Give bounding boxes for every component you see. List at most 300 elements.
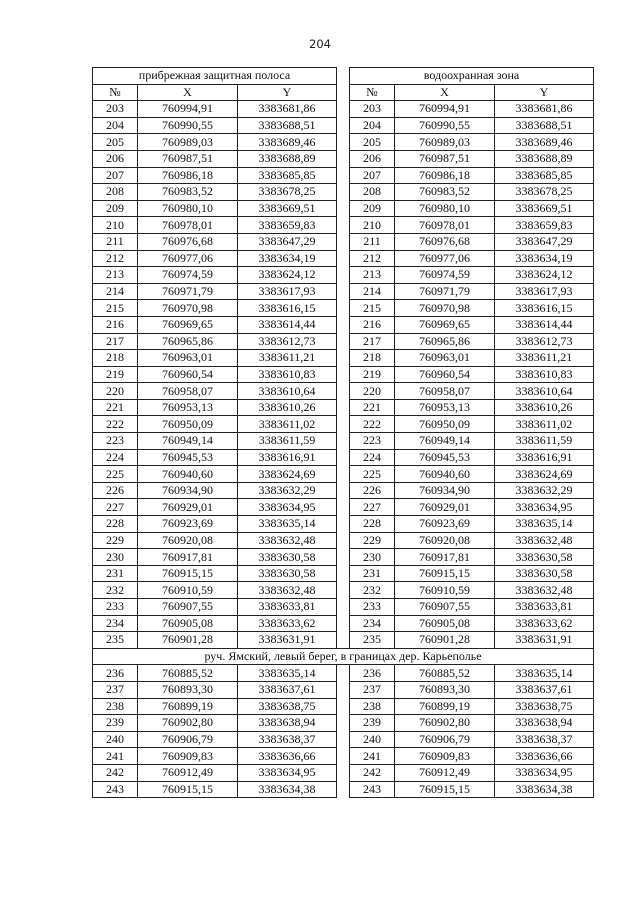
- column-gap: [337, 101, 350, 118]
- right-num-cell: 207: [350, 167, 395, 184]
- left-x-cell: 760949,14: [138, 433, 238, 450]
- right-num-header: №: [350, 84, 395, 101]
- left-num-cell: 219: [93, 366, 138, 383]
- right-num-cell: 204: [350, 117, 395, 134]
- column-gap: [337, 84, 350, 101]
- right-y-cell: 3383634,38: [495, 781, 594, 798]
- column-gap: [337, 582, 350, 599]
- left-y-cell: 3383688,89: [238, 150, 337, 167]
- right-num-cell: 206: [350, 150, 395, 167]
- column-gap: [337, 283, 350, 300]
- left-x-cell: 760989,03: [138, 134, 238, 151]
- right-num-cell: 203: [350, 101, 395, 118]
- right-num-cell: 229: [350, 532, 395, 549]
- right-x-cell: 760893,30: [395, 681, 495, 698]
- column-gap: [337, 350, 350, 367]
- column-gap: [337, 316, 350, 333]
- left-num-cell: 205: [93, 134, 138, 151]
- left-x-cell: 760912,49: [138, 764, 238, 781]
- right-x-cell: 760990,55: [395, 117, 495, 134]
- right-num-cell: 226: [350, 482, 395, 499]
- right-x-cell: 760986,18: [395, 167, 495, 184]
- right-num-cell: 243: [350, 781, 395, 798]
- table-row: [93, 565, 594, 582]
- left-y-cell: 3383634,95: [238, 499, 337, 516]
- left-x-cell: 760978,01: [138, 217, 238, 234]
- left-num-cell: 213: [93, 267, 138, 284]
- table-row: [93, 549, 594, 566]
- table-row: [93, 184, 594, 201]
- column-gap: [337, 250, 350, 267]
- right-y-cell: 3383631,91: [495, 632, 594, 649]
- right-num-cell: 240: [350, 731, 395, 748]
- right-y-cell: 3383688,89: [495, 150, 594, 167]
- right-y-cell: 3383685,85: [495, 167, 594, 184]
- table-row: [93, 350, 594, 367]
- right-y-cell: 3383624,12: [495, 267, 594, 284]
- right-x-cell: 760920,08: [395, 532, 495, 549]
- left-y-cell: 3383633,81: [238, 599, 337, 616]
- left-x-cell: 760923,69: [138, 516, 238, 533]
- right-num-cell: 242: [350, 764, 395, 781]
- left-x-cell: 760906,79: [138, 731, 238, 748]
- table-row: [93, 532, 594, 549]
- left-y-cell: 3383624,12: [238, 267, 337, 284]
- right-y-cell: 3383610,83: [495, 366, 594, 383]
- right-y-cell: 3383610,26: [495, 399, 594, 416]
- left-num-cell: 233: [93, 599, 138, 616]
- section-title-row: [93, 648, 594, 665]
- column-gap: [337, 68, 350, 85]
- right-num-cell: 224: [350, 449, 395, 466]
- right-num-cell: 219: [350, 366, 395, 383]
- left-x-cell: 760994,91: [138, 101, 238, 118]
- left-x-cell: 760902,80: [138, 715, 238, 732]
- table-row: [93, 516, 594, 533]
- right-num-cell: 237: [350, 681, 395, 698]
- left-num-cell: 206: [93, 150, 138, 167]
- table-row: [93, 333, 594, 350]
- right-y-cell: 3383669,51: [495, 200, 594, 217]
- right-x-cell: 760971,79: [395, 283, 495, 300]
- right-num-cell: 223: [350, 433, 395, 450]
- column-gap: [337, 267, 350, 284]
- left-num-cell: 217: [93, 333, 138, 350]
- left-y-cell: 3383630,58: [238, 565, 337, 582]
- left-x-cell: 760987,51: [138, 150, 238, 167]
- left-y-cell: 3383689,46: [238, 134, 337, 151]
- left-y-cell: 3383688,51: [238, 117, 337, 134]
- right-y-cell: 3383611,02: [495, 416, 594, 433]
- left-num-cell: 216: [93, 316, 138, 333]
- left-y-cell: 3383624,69: [238, 466, 337, 483]
- left-y-cell: 3383632,29: [238, 482, 337, 499]
- column-gap: [337, 366, 350, 383]
- right-y-cell: 3383633,81: [495, 599, 594, 616]
- left-x-cell: 760910,59: [138, 582, 238, 599]
- left-y-cell: 3383611,21: [238, 350, 337, 367]
- left-y-cell: 3383632,48: [238, 532, 337, 549]
- left-x-cell: 760986,18: [138, 167, 238, 184]
- column-gap: [337, 482, 350, 499]
- left-x-cell: 760958,07: [138, 383, 238, 400]
- column-gap: [337, 399, 350, 416]
- right-y-cell: 3383630,58: [495, 565, 594, 582]
- right-x-cell: 760950,09: [395, 416, 495, 433]
- table-row: [93, 101, 594, 118]
- table-row: [93, 399, 594, 416]
- left-x-cell: 760885,52: [138, 665, 238, 682]
- left-y-cell: 3383669,51: [238, 200, 337, 217]
- right-x-cell: 760978,01: [395, 217, 495, 234]
- right-x-cell: 760994,91: [395, 101, 495, 118]
- left-num-cell: 212: [93, 250, 138, 267]
- table-row: [93, 698, 594, 715]
- right-x-cell: 760906,79: [395, 731, 495, 748]
- column-gap: [337, 681, 350, 698]
- left-y-cell: 3383617,93: [238, 283, 337, 300]
- right-num-cell: 236: [350, 665, 395, 682]
- table-row: [93, 200, 594, 217]
- table-row: [93, 316, 594, 333]
- right-num-cell: 218: [350, 350, 395, 367]
- left-num-cell: 226: [93, 482, 138, 499]
- right-num-cell: 225: [350, 466, 395, 483]
- table-row: [93, 167, 594, 184]
- left-y-cell: 3383611,02: [238, 416, 337, 433]
- left-num-cell: 241: [93, 748, 138, 765]
- right-y-cell: 3383610,64: [495, 383, 594, 400]
- column-gap: [337, 134, 350, 151]
- right-y-cell: 3383611,59: [495, 433, 594, 450]
- right-x-cell: 760917,81: [395, 549, 495, 566]
- table-row: [93, 582, 594, 599]
- left-num-cell: 220: [93, 383, 138, 400]
- left-x-cell: 760950,09: [138, 416, 238, 433]
- table-row: [93, 781, 594, 798]
- table-row: [93, 233, 594, 250]
- left-x-cell: 760980,10: [138, 200, 238, 217]
- left-num-cell: 236: [93, 665, 138, 682]
- right-x-cell: 760902,80: [395, 715, 495, 732]
- right-y-cell: 3383632,29: [495, 482, 594, 499]
- table-row: [93, 217, 594, 234]
- column-gap: [337, 117, 350, 134]
- right-x-cell: 760907,55: [395, 599, 495, 616]
- table-row: [93, 731, 594, 748]
- right-x-cell: 760945,53: [395, 449, 495, 466]
- left-y-cell: 3383638,94: [238, 715, 337, 732]
- left-num-cell: 242: [93, 764, 138, 781]
- left-num-cell: 210: [93, 217, 138, 234]
- column-gap: [337, 184, 350, 201]
- table-row: [93, 416, 594, 433]
- left-y-cell: 3383616,91: [238, 449, 337, 466]
- right-y-cell: 3383634,19: [495, 250, 594, 267]
- right-y-cell: 3383638,37: [495, 731, 594, 748]
- left-num-cell: 223: [93, 433, 138, 450]
- left-y-cell: 3383638,37: [238, 731, 337, 748]
- table-row: [93, 599, 594, 616]
- left-x-cell: 760940,60: [138, 466, 238, 483]
- column-gap: [337, 764, 350, 781]
- left-num-cell: 203: [93, 101, 138, 118]
- left-x-cell: 760974,59: [138, 267, 238, 284]
- left-y-cell: 3383632,48: [238, 582, 337, 599]
- left-num-cell: 243: [93, 781, 138, 798]
- left-y-header: Y: [238, 84, 337, 101]
- table-row: [93, 466, 594, 483]
- left-x-cell: 760901,28: [138, 632, 238, 649]
- page-number: 204: [309, 37, 331, 51]
- column-gap: [337, 167, 350, 184]
- left-y-cell: 3383681,86: [238, 101, 337, 118]
- right-x-cell: 760909,83: [395, 748, 495, 765]
- left-num-cell: 208: [93, 184, 138, 201]
- right-y-cell: 3383633,62: [495, 615, 594, 632]
- right-num-cell: 232: [350, 582, 395, 599]
- table-row: [93, 748, 594, 765]
- right-group-header: водоохранная зона: [350, 68, 594, 85]
- right-y-header: Y: [495, 84, 594, 101]
- left-num-cell: 211: [93, 233, 138, 250]
- left-num-cell: 234: [93, 615, 138, 632]
- left-num-cell: 221: [93, 399, 138, 416]
- table-row: [93, 150, 594, 167]
- coordinates-table: [92, 67, 594, 798]
- table-row: [93, 283, 594, 300]
- table-row: [93, 632, 594, 649]
- table-row: [93, 134, 594, 151]
- left-y-cell: 3383637,61: [238, 681, 337, 698]
- right-y-cell: 3383617,93: [495, 283, 594, 300]
- right-num-cell: 239: [350, 715, 395, 732]
- left-num-cell: 222: [93, 416, 138, 433]
- column-gap: [337, 233, 350, 250]
- right-y-cell: 3383647,29: [495, 233, 594, 250]
- left-y-cell: 3383611,59: [238, 433, 337, 450]
- right-x-cell: 760934,90: [395, 482, 495, 499]
- right-y-cell: 3383638,75: [495, 698, 594, 715]
- column-gap: [337, 665, 350, 682]
- column-gap: [337, 433, 350, 450]
- left-x-cell: 760893,30: [138, 681, 238, 698]
- table-row: [93, 665, 594, 682]
- left-y-cell: 3383638,75: [238, 698, 337, 715]
- right-num-cell: 210: [350, 217, 395, 234]
- left-x-cell: 760917,81: [138, 549, 238, 566]
- left-y-cell: 3383634,19: [238, 250, 337, 267]
- right-x-cell: 760923,69: [395, 516, 495, 533]
- right-x-cell: 760977,06: [395, 250, 495, 267]
- right-x-cell: 760970,98: [395, 300, 495, 317]
- right-x-cell: 760910,59: [395, 582, 495, 599]
- table-body-a: [93, 101, 594, 649]
- left-y-cell: 3383631,91: [238, 632, 337, 649]
- right-y-cell: 3383616,15: [495, 300, 594, 317]
- right-x-cell: 760915,15: [395, 781, 495, 798]
- right-x-cell: 760974,59: [395, 267, 495, 284]
- right-num-cell: 216: [350, 316, 395, 333]
- left-y-cell: 3383614,44: [238, 316, 337, 333]
- column-gap: [337, 532, 350, 549]
- right-x-cell: 760965,86: [395, 333, 495, 350]
- left-x-cell: 760971,79: [138, 283, 238, 300]
- right-x-cell: 760940,60: [395, 466, 495, 483]
- right-y-cell: 3383635,14: [495, 665, 594, 682]
- column-gap: [337, 599, 350, 616]
- left-num-cell: 209: [93, 200, 138, 217]
- left-y-cell: 3383634,38: [238, 781, 337, 798]
- left-num-cell: 215: [93, 300, 138, 317]
- left-num-cell: 204: [93, 117, 138, 134]
- right-num-cell: 220: [350, 383, 395, 400]
- right-y-cell: 3383636,66: [495, 748, 594, 765]
- right-y-cell: 3383634,95: [495, 764, 594, 781]
- table-row: [93, 300, 594, 317]
- right-y-cell: 3383689,46: [495, 134, 594, 151]
- right-x-cell: 760953,13: [395, 399, 495, 416]
- right-x-cell: 760969,65: [395, 316, 495, 333]
- column-gap: [337, 516, 350, 533]
- left-x-cell: 760905,08: [138, 615, 238, 632]
- right-y-cell: 3383634,95: [495, 499, 594, 516]
- right-num-cell: 233: [350, 599, 395, 616]
- left-y-cell: 3383610,64: [238, 383, 337, 400]
- right-x-cell: 760987,51: [395, 150, 495, 167]
- table-row: [93, 681, 594, 698]
- right-y-cell: 3383614,44: [495, 316, 594, 333]
- right-y-cell: 3383624,69: [495, 466, 594, 483]
- right-y-cell: 3383688,51: [495, 117, 594, 134]
- column-gap: [337, 499, 350, 516]
- right-x-cell: 760915,15: [395, 565, 495, 582]
- column-gap: [337, 300, 350, 317]
- right-num-cell: 208: [350, 184, 395, 201]
- left-num-cell: 237: [93, 681, 138, 698]
- right-x-cell: 760929,01: [395, 499, 495, 516]
- left-y-cell: 3383616,15: [238, 300, 337, 317]
- column-header-row: [93, 84, 594, 101]
- right-num-cell: 205: [350, 134, 395, 151]
- right-y-cell: 3383630,58: [495, 549, 594, 566]
- right-y-cell: 3383612,73: [495, 333, 594, 350]
- right-x-cell: 760912,49: [395, 764, 495, 781]
- right-num-cell: 234: [350, 615, 395, 632]
- left-x-cell: 760969,65: [138, 316, 238, 333]
- left-y-cell: 3383635,14: [238, 665, 337, 682]
- table-row: [93, 250, 594, 267]
- column-gap: [337, 715, 350, 732]
- column-gap: [337, 383, 350, 400]
- table-row: [93, 267, 594, 284]
- column-gap: [337, 565, 350, 582]
- left-num-cell: 239: [93, 715, 138, 732]
- table-row: [93, 449, 594, 466]
- left-num-cell: 224: [93, 449, 138, 466]
- right-num-cell: 211: [350, 233, 395, 250]
- right-num-cell: 217: [350, 333, 395, 350]
- left-y-cell: 3383685,85: [238, 167, 337, 184]
- left-num-cell: 228: [93, 516, 138, 533]
- right-num-cell: 209: [350, 200, 395, 217]
- right-y-cell: 3383659,83: [495, 217, 594, 234]
- left-x-cell: 760929,01: [138, 499, 238, 516]
- left-y-cell: 3383630,58: [238, 549, 337, 566]
- column-gap: [337, 698, 350, 715]
- left-x-cell: 760953,13: [138, 399, 238, 416]
- column-gap: [337, 449, 350, 466]
- left-y-cell: 3383678,25: [238, 184, 337, 201]
- right-num-cell: 241: [350, 748, 395, 765]
- right-num-cell: 215: [350, 300, 395, 317]
- right-x-cell: 760949,14: [395, 433, 495, 450]
- section-title: руч. Ямский, левый берег, в границах дер. Карьеполье: [93, 648, 594, 665]
- right-x-cell: 760960,54: [395, 366, 495, 383]
- right-y-cell: 3383637,61: [495, 681, 594, 698]
- left-x-cell: 760945,53: [138, 449, 238, 466]
- column-gap: [337, 416, 350, 433]
- right-num-cell: 231: [350, 565, 395, 582]
- right-x-cell: 760980,10: [395, 200, 495, 217]
- left-num-cell: 235: [93, 632, 138, 649]
- column-gap: [337, 333, 350, 350]
- left-num-cell: 230: [93, 549, 138, 566]
- right-y-cell: 3383681,86: [495, 101, 594, 118]
- right-num-cell: 238: [350, 698, 395, 715]
- column-gap: [337, 217, 350, 234]
- table-row: [93, 433, 594, 450]
- right-y-cell: 3383632,48: [495, 582, 594, 599]
- left-y-cell: 3383633,62: [238, 615, 337, 632]
- right-x-cell: 760899,19: [395, 698, 495, 715]
- right-x-cell: 760901,28: [395, 632, 495, 649]
- table-row: [93, 715, 594, 732]
- table-row: [93, 615, 594, 632]
- left-x-cell: 760934,90: [138, 482, 238, 499]
- column-gap: [337, 632, 350, 649]
- right-num-cell: 222: [350, 416, 395, 433]
- right-y-cell: 3383635,14: [495, 516, 594, 533]
- right-x-cell: 760963,01: [395, 350, 495, 367]
- column-gap: [337, 200, 350, 217]
- left-x-cell: 760983,52: [138, 184, 238, 201]
- right-num-cell: 230: [350, 549, 395, 566]
- column-gap: [337, 150, 350, 167]
- right-y-cell: 3383616,91: [495, 449, 594, 466]
- left-y-cell: 3383634,95: [238, 764, 337, 781]
- left-y-cell: 3383636,66: [238, 748, 337, 765]
- left-num-cell: 238: [93, 698, 138, 715]
- left-num-cell: 225: [93, 466, 138, 483]
- left-y-cell: 3383647,29: [238, 233, 337, 250]
- right-x-cell: 760958,07: [395, 383, 495, 400]
- left-x-cell: 760990,55: [138, 117, 238, 134]
- left-group-header: прибрежная защитная полоса: [93, 68, 337, 85]
- left-y-cell: 3383612,73: [238, 333, 337, 350]
- column-gap: [337, 549, 350, 566]
- right-num-cell: 235: [350, 632, 395, 649]
- left-num-cell: 207: [93, 167, 138, 184]
- table-row: [93, 117, 594, 134]
- right-num-cell: 228: [350, 516, 395, 533]
- left-y-cell: 3383635,14: [238, 516, 337, 533]
- group-header-row: [93, 68, 594, 85]
- left-y-cell: 3383659,83: [238, 217, 337, 234]
- left-x-cell: 760915,15: [138, 781, 238, 798]
- left-num-cell: 232: [93, 582, 138, 599]
- table-row: [93, 482, 594, 499]
